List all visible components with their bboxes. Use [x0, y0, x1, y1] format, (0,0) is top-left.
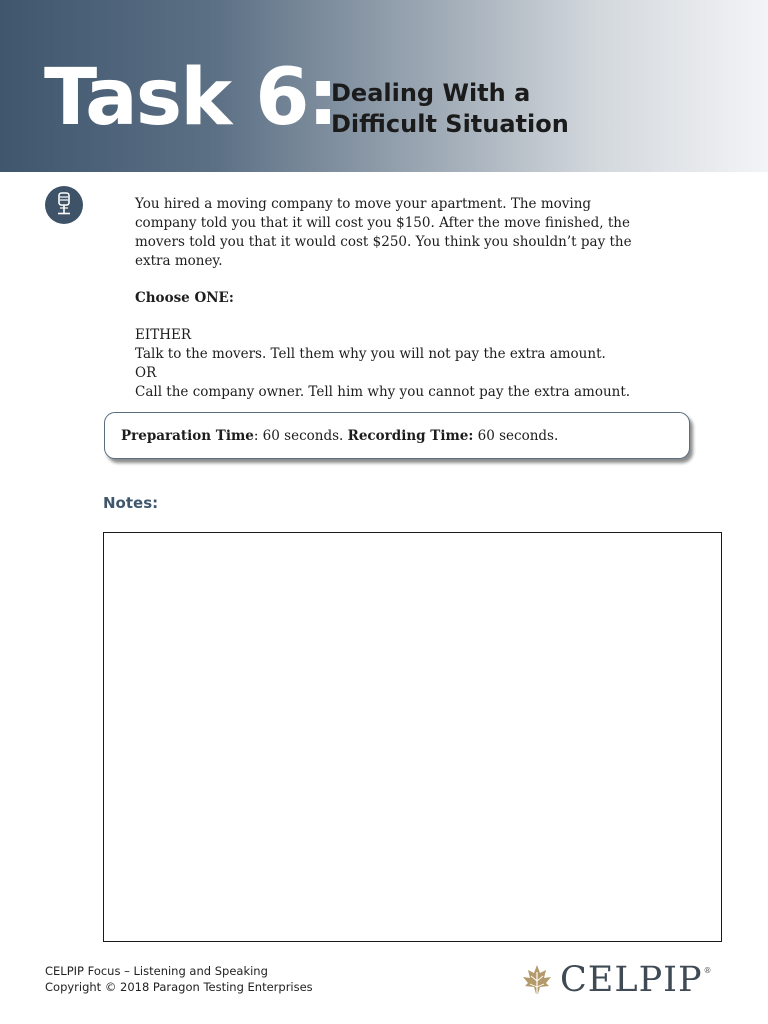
- prep-time-value: : 60 seconds.: [253, 427, 344, 444]
- option-two: Call the company owner. Tell him why you cannot pay the extra amount.: [135, 384, 631, 400]
- rec-time-label: Recording Time:: [347, 427, 474, 444]
- microphone-icon: [54, 192, 74, 218]
- option-one: Talk to the movers. Tell them why you will not pay the extra amount.: [135, 346, 606, 362]
- footer-line-2: Copyright © 2018 Paragon Testing Enterprises: [45, 980, 313, 994]
- task-number: Task 6:: [44, 53, 337, 143]
- registered-mark: ®: [703, 966, 712, 975]
- brand-name: CELPIP: [560, 960, 703, 1000]
- scenario-text: You hired a moving company to move your apartment. The moving company told you that it will cost you $150. After the move finished, the movers told you that it would cost $250. You think you shouldn’t pay the extra money.: [135, 196, 632, 269]
- notes-area[interactable]: [103, 532, 722, 942]
- timing-box: [104, 412, 690, 459]
- either-label: EITHER: [135, 327, 191, 343]
- task-title: Dealing With a Difficult Situation: [331, 79, 569, 138]
- page-header: [0, 0, 768, 172]
- footer-line-1: CELPIP Focus – Listening and Speaking: [45, 964, 268, 978]
- task-prompt: [135, 195, 650, 402]
- notes-label: Notes:: [103, 494, 159, 512]
- prep-time-label: Preparation Time: [121, 427, 254, 444]
- celpip-logo: [520, 960, 730, 1000]
- maple-leaf-icon: [520, 963, 554, 997]
- rec-time-value: 60 seconds.: [477, 427, 559, 444]
- footer-credits: [45, 963, 313, 995]
- speaking-badge: [45, 186, 83, 224]
- choose-instruction: Choose ONE:: [135, 290, 234, 306]
- or-label: OR: [135, 365, 157, 381]
